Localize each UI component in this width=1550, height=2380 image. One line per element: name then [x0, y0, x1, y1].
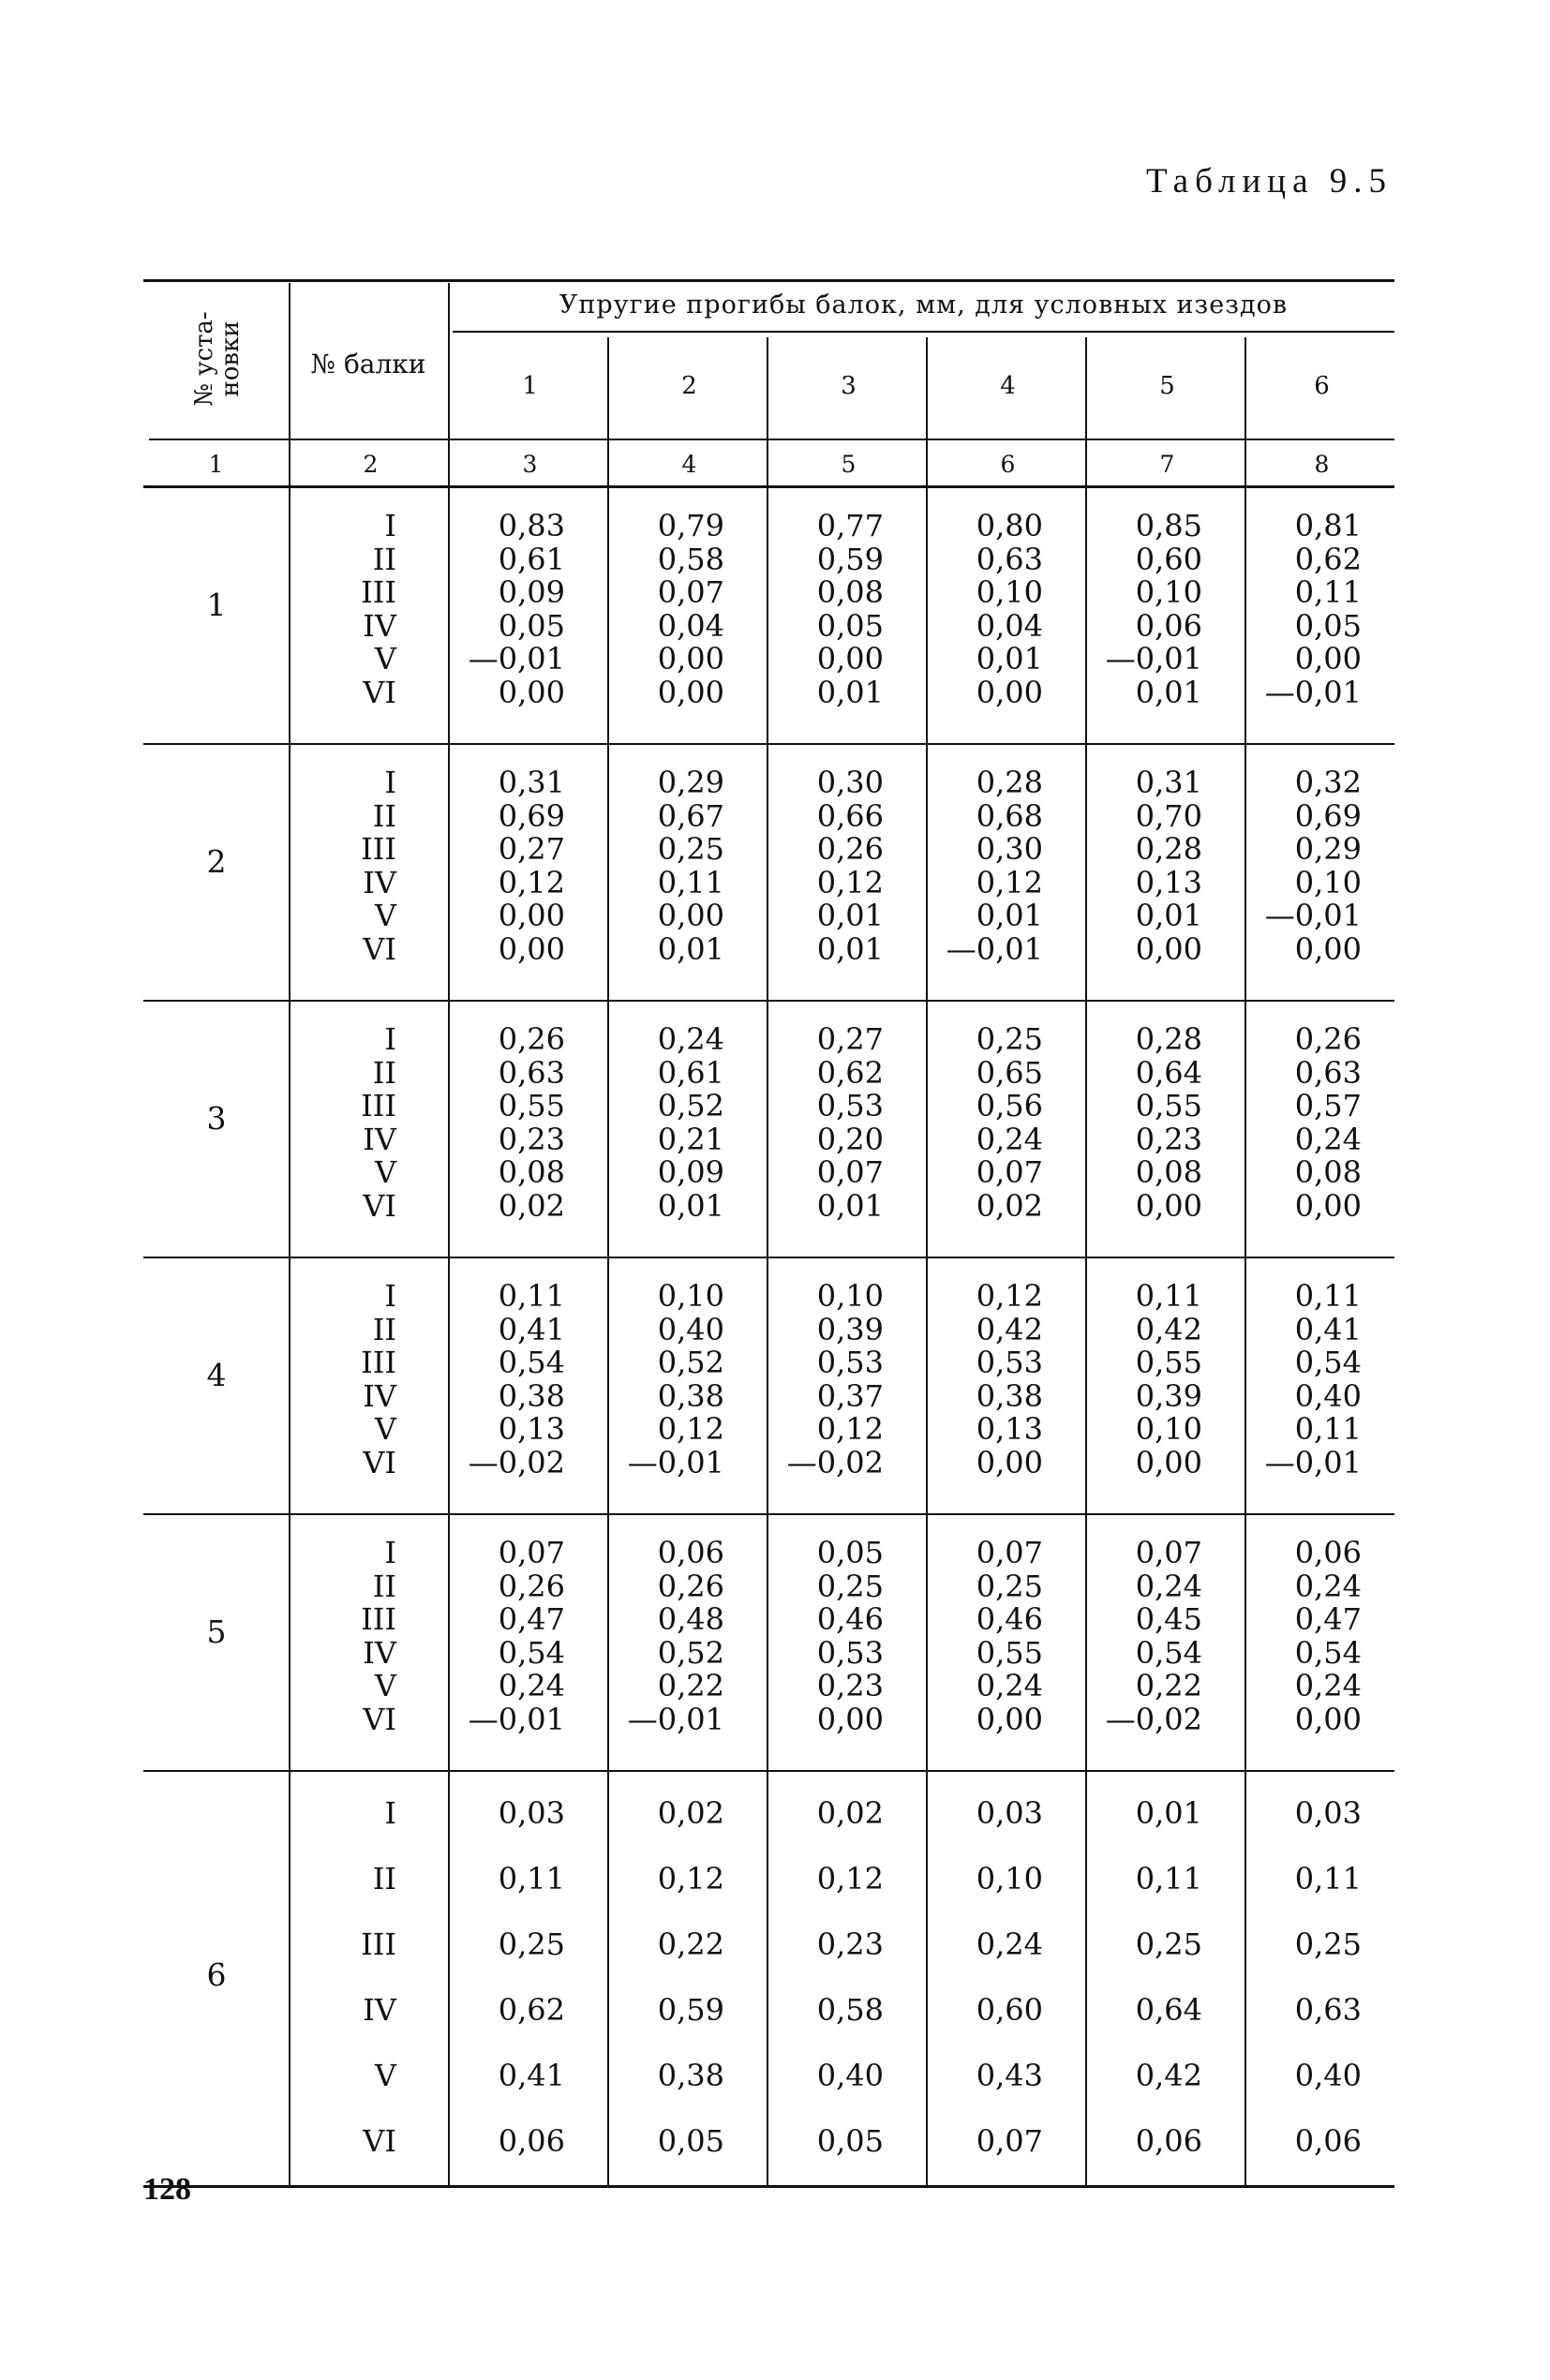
group-separator: [143, 743, 1394, 745]
deflection-value: 0,24: [976, 1926, 1043, 1962]
rule-colnum-bottom: [143, 485, 1394, 488]
page-number: 128: [143, 2172, 191, 2207]
header-beam: № балки: [310, 348, 426, 379]
deflection-values: 0,12 0,42 0,53 0,38 0,13 0,00: [976, 1278, 1043, 1480]
beam-label: II: [372, 1861, 396, 1897]
deflection-value: 0,25: [498, 1926, 565, 1962]
column-divider: [289, 283, 291, 2187]
deflection-value: 0,60: [976, 1992, 1043, 2028]
deflection-value: 0,43: [976, 2058, 1043, 2093]
group-separator: [143, 1257, 1394, 1258]
column-number: 6: [1000, 450, 1016, 478]
column-divider: [926, 337, 928, 2187]
deflection-values: 0,32 0,69 0,29 0,10 —0,01 0,00: [1264, 765, 1362, 967]
beam-list: I II III IV V VI: [361, 1021, 396, 1224]
column-number: 4: [681, 450, 697, 478]
setup-number: 5: [206, 1614, 227, 1650]
deflection-values: 0,07 0,25 0,46 0,55 0,24 0,00: [976, 1535, 1043, 1737]
column-number: 5: [841, 450, 857, 478]
deflection-values: 0,28 0,64 0,55 0,23 0,08 0,00: [1135, 1021, 1202, 1224]
column-divider: [607, 337, 609, 2187]
deflection-values: 0,11 0,42 0,55 0,39 0,10 0,00: [1135, 1278, 1202, 1480]
deflection-values: 0,30 0,66 0,26 0,12 0,01 0,01: [816, 765, 884, 967]
deflection-value: 0,03: [498, 1795, 565, 1831]
column-divider: [1244, 337, 1246, 2187]
deflection-value: 0,25: [1135, 1926, 1202, 1962]
deflection-value: 0,42: [1135, 2058, 1202, 2093]
column-number: 8: [1314, 450, 1330, 478]
deflection-value: 0,22: [657, 1926, 724, 1962]
deflection-value: 0,23: [816, 1926, 884, 1962]
deflection-values: 0,28 0,68 0,30 0,12 0,01 —0,01: [946, 765, 1043, 967]
table-title: Таблица 9.5: [1146, 162, 1393, 201]
header-passage: 1: [522, 372, 538, 400]
deflection-value: 0,38: [657, 2058, 724, 2093]
deflection-value: 0,11: [1294, 1861, 1362, 1897]
group-separator: [143, 1513, 1394, 1515]
beam-label: IV: [363, 1992, 396, 2028]
header-passage: 5: [1159, 372, 1175, 400]
deflection-values: 0,07 0,26 0,47 0,54 0,24 —0,01: [468, 1535, 565, 1737]
header-passage: 6: [1314, 372, 1330, 400]
deflection-value: 0,11: [498, 1861, 565, 1897]
column-number: 3: [522, 450, 538, 478]
header-passage: 2: [681, 372, 697, 400]
deflection-values: 0,29 0,67 0,25 0,11 0,00 0,01: [657, 765, 724, 967]
header-passage: 4: [1000, 372, 1016, 400]
deflection-value: 0,58: [816, 1992, 884, 2028]
column-number: 7: [1159, 450, 1175, 478]
column-number: 1: [208, 450, 224, 478]
deflection-values: 0,83 0,61 0,09 0,05 —0,01 0,00: [468, 508, 565, 710]
beam-list: I II III IV V VI: [361, 508, 396, 710]
deflection-value: 0,03: [976, 1795, 1043, 1831]
header-setup: № уста- новки: [190, 311, 245, 407]
deflection-values: 0,27 0,62 0,53 0,20 0,07 0,01: [816, 1021, 884, 1224]
deflection-values: 0,06 0,26 0,48 0,52 0,22 —0,01: [627, 1535, 724, 1737]
rule-header-bottom: [149, 439, 1394, 440]
beam-label: I: [384, 1795, 396, 1831]
beam-list: I II III IV V VI: [361, 1278, 396, 1480]
beam-list: I II III IV V VI: [361, 765, 396, 967]
header-passage: 3: [841, 372, 857, 400]
deflection-table: [143, 279, 1394, 2187]
setup-number: 1: [206, 587, 227, 623]
deflection-values: 0,07 0,24 0,45 0,54 0,22 —0,02: [1105, 1535, 1202, 1737]
deflection-values: 0,85 0,60 0,10 0,06 —0,01 0,01: [1105, 508, 1202, 710]
deflection-value: 0,11: [1135, 1861, 1202, 1897]
deflection-values: 0,11 0,41 0,54 0,38 0,13 —0,02: [468, 1278, 565, 1480]
setup-number: 3: [206, 1100, 227, 1137]
deflection-value: 0,05: [816, 2123, 884, 2159]
column-divider: [767, 337, 768, 2187]
column-divider: [448, 283, 450, 2187]
beam-label: VI: [363, 2123, 396, 2159]
rule-bottom: [143, 2185, 1394, 2188]
group-separator: [143, 1000, 1394, 1002]
deflection-values: 0,05 0,25 0,46 0,53 0,23 0,00: [816, 1535, 884, 1737]
setup-number: 6: [206, 1956, 227, 1993]
deflection-value: 0,10: [976, 1861, 1043, 1897]
deflection-values: 0,26 0,63 0,55 0,23 0,08 0,02: [498, 1021, 565, 1224]
group-separator: [143, 1770, 1394, 1772]
beam-label: III: [361, 1926, 396, 1962]
deflection-value: 0,06: [1294, 2123, 1362, 2159]
deflection-values: 0,25 0,65 0,56 0,24 0,07 0,02: [976, 1021, 1043, 1224]
deflection-value: 0,25: [1294, 1926, 1362, 1962]
deflection-value: 0,07: [976, 2123, 1043, 2159]
rule-group-under: [453, 331, 1394, 333]
deflection-value: 0,64: [1135, 1992, 1202, 2028]
deflection-value: 0,41: [498, 2058, 565, 2093]
deflection-values: 0,31 0,70 0,28 0,13 0,01 0,00: [1135, 765, 1202, 967]
setup-number: 4: [206, 1357, 227, 1393]
deflection-value: 0,02: [816, 1795, 884, 1831]
deflection-value: 0,01: [1135, 1795, 1202, 1831]
deflection-value: 0,02: [657, 1795, 724, 1831]
setup-number: 2: [206, 843, 227, 880]
deflection-value: 0,12: [657, 1861, 724, 1897]
deflection-values: 0,79 0,58 0,07 0,04 0,00 0,00: [657, 508, 724, 710]
column-divider: [1085, 337, 1087, 2187]
header-deflections: Упругие прогибы балок, мм, для условных изездов: [559, 290, 1289, 320]
deflection-values: 0,24 0,61 0,52 0,21 0,09 0,01: [657, 1021, 724, 1224]
deflection-values: 0,26 0,63 0,57 0,24 0,08 0,00: [1294, 1021, 1362, 1224]
deflection-values: 0,80 0,63 0,10 0,04 0,01 0,00: [976, 508, 1043, 710]
deflection-values: 0,31 0,69 0,27 0,12 0,00 0,00: [498, 765, 565, 967]
deflection-value: 0,62: [498, 1992, 565, 2028]
deflection-value: 0,03: [1294, 1795, 1362, 1831]
deflection-value: 0,12: [816, 1861, 884, 1897]
deflection-value: 0,05: [657, 2123, 724, 2159]
deflection-values: 0,81 0,62 0,11 0,05 0,00 —0,01: [1264, 508, 1362, 710]
deflection-values: 0,11 0,41 0,54 0,40 0,11 —0,01: [1264, 1278, 1362, 1480]
beam-label: V: [374, 2058, 396, 2093]
deflection-value: 0,40: [1294, 2058, 1362, 2093]
deflection-values: 0,06 0,24 0,47 0,54 0,24 0,00: [1294, 1535, 1362, 1737]
deflection-value: 0,40: [816, 2058, 884, 2093]
column-number: 2: [363, 450, 379, 478]
deflection-value: 0,63: [1294, 1992, 1362, 2028]
deflection-value: 0,06: [1135, 2123, 1202, 2159]
deflection-values: 0,10 0,39 0,53 0,37 0,12 —0,02: [786, 1278, 884, 1480]
deflection-value: 0,59: [657, 1992, 724, 2028]
deflection-value: 0,06: [498, 2123, 565, 2159]
deflection-values: 0,10 0,40 0,52 0,38 0,12 —0,01: [627, 1278, 724, 1480]
deflection-values: 0,77 0,59 0,08 0,05 0,00 0,01: [816, 508, 884, 710]
beam-list: I II III IV V VI: [361, 1535, 396, 1737]
